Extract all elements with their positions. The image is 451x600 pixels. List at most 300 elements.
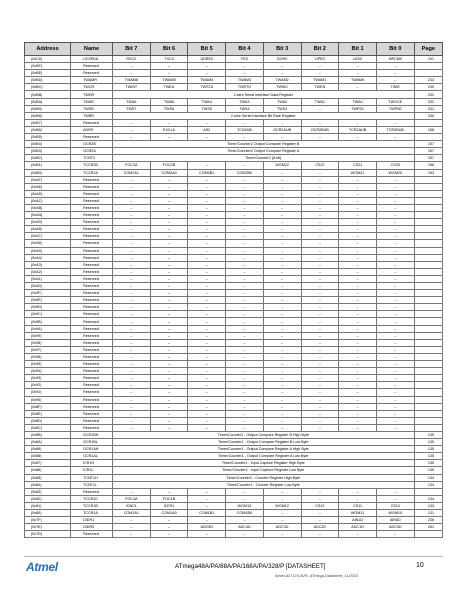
page-ref-cell: 133 bbox=[414, 502, 442, 509]
bit-cell: – bbox=[226, 233, 264, 240]
address-cell: (0x96) bbox=[25, 353, 71, 360]
register-name-cell: Reserved bbox=[71, 531, 113, 538]
bit-cell: – bbox=[226, 219, 264, 226]
bit-cell: CS21 bbox=[339, 162, 377, 169]
bit-cell: – bbox=[112, 268, 150, 275]
register-name-cell: Reserved bbox=[71, 233, 113, 240]
bit-cell: – bbox=[376, 233, 414, 240]
page-ref-cell bbox=[414, 318, 442, 325]
bit-cell: – bbox=[301, 353, 339, 360]
bit-cell: – bbox=[376, 268, 414, 275]
page-ref-cell: 153 bbox=[414, 169, 442, 176]
bit-cell: – bbox=[226, 226, 264, 233]
address-cell: (0x99) bbox=[25, 332, 71, 339]
bit-cell: – bbox=[301, 417, 339, 424]
table-row bbox=[25, 56, 443, 63]
bit-cell: – bbox=[376, 77, 414, 84]
bit-cell: – bbox=[226, 403, 264, 410]
bit-cell: – bbox=[188, 311, 226, 318]
address-cell: (0x7D) bbox=[25, 531, 71, 538]
page-ref-cell bbox=[414, 304, 442, 311]
page-ref-cell: 135 bbox=[414, 431, 442, 438]
bit-cell: – bbox=[376, 197, 414, 204]
table-row bbox=[25, 77, 443, 84]
bit-cell: – bbox=[226, 297, 264, 304]
bit-cell: – bbox=[188, 283, 226, 290]
address-cell: (0xBB) bbox=[25, 91, 71, 98]
bit-cell: TWAM1 bbox=[301, 77, 339, 84]
bit-cell: – bbox=[150, 304, 188, 311]
bit-cell: – bbox=[112, 261, 150, 268]
bit-cell: – bbox=[301, 403, 339, 410]
bit-cell: – bbox=[376, 382, 414, 389]
bit-cell: – bbox=[339, 84, 377, 91]
bit-cell: – bbox=[226, 424, 264, 431]
bit-cell: – bbox=[188, 63, 226, 70]
bit-cell: – bbox=[301, 424, 339, 431]
bit-cell: – bbox=[339, 531, 377, 538]
register-name-cell: Reserved bbox=[71, 247, 113, 254]
table-row bbox=[25, 361, 443, 368]
register-description-cell: Timer/Counter1 - Output Compare Register B Low Byte bbox=[112, 439, 414, 446]
bit-cell: – bbox=[263, 361, 301, 368]
page-ref-cell bbox=[414, 70, 442, 77]
register-name-cell: Reserved bbox=[71, 311, 113, 318]
bit-cell: TWA0 bbox=[339, 98, 377, 105]
bit-cell: – bbox=[150, 403, 188, 410]
page-ref-cell bbox=[414, 176, 442, 183]
page-ref-cell: 233 bbox=[414, 77, 442, 84]
page-ref-cell bbox=[414, 204, 442, 211]
table-row bbox=[25, 240, 443, 247]
bit-cell: ADC4D bbox=[226, 524, 264, 531]
bit-cell: – bbox=[339, 389, 377, 396]
bit-cell: – bbox=[188, 197, 226, 204]
bit-cell: COM1B0 bbox=[226, 510, 264, 517]
bit-cell: – bbox=[112, 410, 150, 417]
bit-cell: – bbox=[112, 226, 150, 233]
bit-cell: – bbox=[150, 517, 188, 524]
bit-cell: – bbox=[188, 531, 226, 538]
bit-cell: – bbox=[150, 204, 188, 211]
bit-cell: – bbox=[339, 275, 377, 282]
address-cell: (0x88) bbox=[25, 453, 71, 460]
bit-cell: – bbox=[226, 254, 264, 261]
bit-cell: – bbox=[188, 318, 226, 325]
bit-cell: – bbox=[339, 417, 377, 424]
table-row bbox=[25, 510, 443, 517]
bit-cell: – bbox=[376, 70, 414, 77]
address-cell: (0xA3) bbox=[25, 261, 71, 268]
address-cell: (0x89) bbox=[25, 446, 71, 453]
bit-cell: – bbox=[150, 254, 188, 261]
bit-cell: – bbox=[376, 247, 414, 254]
address-cell: (0x97) bbox=[25, 346, 71, 353]
table-row bbox=[25, 275, 443, 282]
table-row bbox=[25, 304, 443, 311]
page-ref-cell bbox=[414, 212, 442, 219]
bit-cell: – bbox=[112, 247, 150, 254]
bit-cell: – bbox=[301, 70, 339, 77]
bit-cell: – bbox=[150, 488, 188, 495]
bit-cell: – bbox=[188, 417, 226, 424]
table-row bbox=[25, 155, 443, 162]
bit-cell: – bbox=[150, 417, 188, 424]
page-ref-cell bbox=[414, 346, 442, 353]
page-ref-cell bbox=[414, 332, 442, 339]
bit-cell: – bbox=[150, 190, 188, 197]
address-cell: (0xA9) bbox=[25, 219, 71, 226]
bit-cell: – bbox=[150, 70, 188, 77]
table-row bbox=[25, 481, 443, 488]
bit-cell: WGM10 bbox=[376, 510, 414, 517]
bit-cell: – bbox=[150, 396, 188, 403]
bit-cell: TWAM5 bbox=[150, 77, 188, 84]
table-row bbox=[25, 204, 443, 211]
bit-cell: – bbox=[226, 311, 264, 318]
address-cell: (0xA8) bbox=[25, 226, 71, 233]
bit-cell: FOC2B bbox=[150, 162, 188, 169]
address-cell: (0x7E) bbox=[25, 524, 71, 531]
bit-cell: – bbox=[263, 247, 301, 254]
table-row bbox=[25, 183, 443, 190]
bit-cell: – bbox=[188, 332, 226, 339]
bit-cell: – bbox=[376, 190, 414, 197]
bit-cell: – bbox=[188, 396, 226, 403]
bit-cell: – bbox=[188, 233, 226, 240]
bit-cell: WGM12 bbox=[263, 502, 301, 509]
bit-cell: – bbox=[263, 169, 301, 176]
address-cell: (0xB0) bbox=[25, 169, 71, 176]
bit-cell: – bbox=[112, 368, 150, 375]
bit-cell: TWS7 bbox=[112, 105, 150, 112]
bit-cell: – bbox=[188, 240, 226, 247]
bit-cell: – bbox=[376, 410, 414, 417]
bit-cell: – bbox=[301, 346, 339, 353]
bit-cell: WGM13 bbox=[226, 502, 264, 509]
register-name-cell: OCR1AL bbox=[71, 453, 113, 460]
register-name-cell: Reserved bbox=[71, 361, 113, 368]
table-header-row bbox=[25, 43, 443, 56]
bit-cell: – bbox=[150, 261, 188, 268]
table-row bbox=[25, 431, 443, 438]
table-row bbox=[25, 453, 443, 460]
address-cell: (0x83) bbox=[25, 488, 71, 495]
register-description-cell: 2-wire Serial Interface Data Register bbox=[112, 91, 414, 98]
register-name-cell: Reserved bbox=[71, 290, 113, 297]
table-row bbox=[25, 474, 443, 481]
bit-cell: – bbox=[226, 346, 264, 353]
bit-cell: – bbox=[263, 297, 301, 304]
bit-cell: TWEA bbox=[150, 84, 188, 91]
page-ref-cell bbox=[414, 283, 442, 290]
bit-cell: – bbox=[301, 410, 339, 417]
bit-cell: – bbox=[188, 403, 226, 410]
bit-cell: COM1B1 bbox=[188, 510, 226, 517]
table-row bbox=[25, 283, 443, 290]
bit-cell: – bbox=[226, 268, 264, 275]
bit-cell: – bbox=[188, 495, 226, 502]
table-row bbox=[25, 226, 443, 233]
page-ref-cell: 157 bbox=[414, 141, 442, 148]
register-name-cell: TWCR bbox=[71, 84, 113, 91]
bit-cell: – bbox=[188, 410, 226, 417]
bit-cell: – bbox=[112, 254, 150, 261]
bit-cell: – bbox=[226, 275, 264, 282]
bit-cell: CS10 bbox=[376, 502, 414, 509]
bit-cell: – bbox=[150, 63, 188, 70]
table-row bbox=[25, 375, 443, 382]
bit-cell: – bbox=[263, 368, 301, 375]
bit-cell: – bbox=[339, 410, 377, 417]
bit-cell: – bbox=[301, 219, 339, 226]
bit-cell: TWS5 bbox=[188, 105, 226, 112]
table-row bbox=[25, 488, 443, 495]
register-name-cell: ICR1L bbox=[71, 467, 113, 474]
bit-cell: – bbox=[112, 233, 150, 240]
bit-cell: – bbox=[301, 290, 339, 297]
address-cell: (0x9F) bbox=[25, 290, 71, 297]
bit-cell: – bbox=[188, 346, 226, 353]
bit-cell: – bbox=[226, 375, 264, 382]
bit-cell: TWIE bbox=[376, 84, 414, 91]
bit-cell: – bbox=[226, 190, 264, 197]
bit-cell: – bbox=[112, 332, 150, 339]
bit-cell: – bbox=[150, 297, 188, 304]
bit-cell: – bbox=[339, 290, 377, 297]
register-name-cell: Reserved bbox=[71, 410, 113, 417]
bit-cell: FOC1A bbox=[112, 495, 150, 502]
bit-cell: – bbox=[301, 531, 339, 538]
bit-cell: TWPS1 bbox=[339, 105, 377, 112]
bit-cell: – bbox=[150, 332, 188, 339]
table-row bbox=[25, 70, 443, 77]
bit-cell: – bbox=[301, 190, 339, 197]
register-name-cell: Reserved bbox=[71, 304, 113, 311]
bit-cell: TCR2AUB bbox=[339, 126, 377, 133]
bit-cell: – bbox=[188, 190, 226, 197]
page-ref-cell: 230 bbox=[414, 84, 442, 91]
bit-cell: – bbox=[112, 304, 150, 311]
bit-cell: – bbox=[301, 517, 339, 524]
page-ref-cell bbox=[414, 311, 442, 318]
bit-cell: – bbox=[226, 339, 264, 346]
bit-cell: – bbox=[226, 283, 264, 290]
address-cell: (0x9D) bbox=[25, 304, 71, 311]
bit-cell: – bbox=[301, 197, 339, 204]
table-row bbox=[25, 460, 443, 467]
bit-cell: – bbox=[188, 254, 226, 261]
address-cell: (0xA6) bbox=[25, 240, 71, 247]
bit-cell: – bbox=[301, 134, 339, 141]
page-ref-cell bbox=[414, 382, 442, 389]
bit-cell: ICNC1 bbox=[112, 502, 150, 509]
bit-cell: – bbox=[226, 304, 264, 311]
bit-cell: – bbox=[226, 261, 264, 268]
page-ref-cell bbox=[414, 63, 442, 70]
bit-cell: – bbox=[339, 70, 377, 77]
bit-cell: – bbox=[188, 517, 226, 524]
address-cell: (0x86) bbox=[25, 467, 71, 474]
register-name-cell: TCCR1B bbox=[71, 502, 113, 509]
bit-cell: – bbox=[188, 304, 226, 311]
bit-cell: TWAM4 bbox=[188, 77, 226, 84]
table-row bbox=[25, 119, 443, 126]
page-ref-cell bbox=[414, 488, 442, 495]
bit-cell: UDRE0 bbox=[188, 56, 226, 63]
bit-cell: – bbox=[112, 524, 150, 531]
table-row bbox=[25, 247, 443, 254]
table-row bbox=[25, 105, 443, 112]
header-cell: Name bbox=[71, 43, 113, 56]
register-name-cell: Reserved bbox=[71, 176, 113, 183]
bit-cell: TCR2BUB bbox=[376, 126, 414, 133]
bit-cell: – bbox=[112, 361, 150, 368]
register-name-cell: Reserved bbox=[71, 190, 113, 197]
page-ref-cell: 135 bbox=[414, 467, 442, 474]
page-ref-cell: 230 bbox=[414, 112, 442, 119]
bit-cell: – bbox=[339, 240, 377, 247]
bit-cell: – bbox=[226, 531, 264, 538]
table-row bbox=[25, 112, 443, 119]
bit-cell: – bbox=[339, 361, 377, 368]
bit-cell: – bbox=[112, 517, 150, 524]
bit-cell: TWA2 bbox=[263, 98, 301, 105]
register-name-cell: Reserved bbox=[71, 254, 113, 261]
bit-cell: WGM22 bbox=[263, 162, 301, 169]
address-cell: (0x84) bbox=[25, 481, 71, 488]
register-description-cell: Timer/Counter1 - Input Capture Register High Byte bbox=[112, 460, 414, 467]
register-name-cell: Reserved bbox=[71, 275, 113, 282]
table-row bbox=[25, 268, 443, 275]
address-cell: (0xB2) bbox=[25, 155, 71, 162]
bit-cell: – bbox=[112, 339, 150, 346]
bit-cell: TWAM3 bbox=[226, 77, 264, 84]
bit-cell: – bbox=[376, 318, 414, 325]
bit-cell: – bbox=[339, 190, 377, 197]
bit-cell: – bbox=[301, 361, 339, 368]
bit-cell: EXCLK bbox=[150, 126, 188, 133]
table-row bbox=[25, 368, 443, 375]
bit-cell: – bbox=[301, 204, 339, 211]
bit-cell: – bbox=[301, 226, 339, 233]
bit-cell: – bbox=[263, 119, 301, 126]
address-cell: (0x9A) bbox=[25, 325, 71, 332]
header-cell: Address bbox=[25, 43, 71, 56]
bit-cell: ADC3D bbox=[263, 524, 301, 531]
bit-cell: – bbox=[226, 70, 264, 77]
table-row bbox=[25, 467, 443, 474]
address-cell: (0x8F) bbox=[25, 403, 71, 410]
page-ref-cell: 134 bbox=[414, 481, 442, 488]
header-cell: Bit 2 bbox=[301, 43, 339, 56]
bit-cell: ADC2D bbox=[301, 524, 339, 531]
page-ref-cell bbox=[414, 134, 442, 141]
bit-cell: CS12 bbox=[301, 502, 339, 509]
bit-cell: – bbox=[188, 290, 226, 297]
bit-cell: – bbox=[150, 197, 188, 204]
register-name-cell: Reserved bbox=[71, 396, 113, 403]
table-row bbox=[25, 162, 443, 169]
bit-cell: – bbox=[339, 346, 377, 353]
address-cell: (0xAD) bbox=[25, 190, 71, 197]
table-row bbox=[25, 148, 443, 155]
table-row bbox=[25, 63, 443, 70]
bit-cell: – bbox=[339, 332, 377, 339]
bit-cell: – bbox=[339, 368, 377, 375]
bit-cell: – bbox=[263, 134, 301, 141]
table-row bbox=[25, 141, 443, 148]
bit-cell: FOC2A bbox=[112, 162, 150, 169]
bit-cell: – bbox=[263, 183, 301, 190]
register-description-cell: Timer/Counter2 (8-bit) bbox=[112, 155, 414, 162]
bit-cell: – bbox=[188, 297, 226, 304]
bit-cell: – bbox=[301, 176, 339, 183]
bit-cell: – bbox=[188, 325, 226, 332]
register-name-cell: Reserved bbox=[71, 424, 113, 431]
page-ref-cell bbox=[414, 226, 442, 233]
bit-cell: – bbox=[376, 368, 414, 375]
bit-cell: – bbox=[376, 332, 414, 339]
bit-cell: – bbox=[150, 524, 188, 531]
bit-cell: – bbox=[301, 233, 339, 240]
address-cell: (0xB7) bbox=[25, 119, 71, 126]
bit-cell: – bbox=[301, 488, 339, 495]
bit-cell: – bbox=[376, 275, 414, 282]
table-row bbox=[25, 332, 443, 339]
register-name-cell: Reserved bbox=[71, 488, 113, 495]
register-name-cell: DIDR0 bbox=[71, 524, 113, 531]
page-ref-cell: 251 bbox=[414, 524, 442, 531]
bit-cell: – bbox=[150, 424, 188, 431]
address-cell: (0x80) bbox=[25, 510, 71, 517]
page-ref-cell: 157 bbox=[414, 148, 442, 155]
register-name-cell: Reserved bbox=[71, 368, 113, 375]
address-cell: (0x8C) bbox=[25, 424, 71, 431]
bit-cell: – bbox=[226, 353, 264, 360]
table-row bbox=[25, 339, 443, 346]
register-name-cell: OCR1AH bbox=[71, 446, 113, 453]
page-ref-cell bbox=[414, 417, 442, 424]
bit-cell: – bbox=[263, 488, 301, 495]
bit-cell: – bbox=[263, 63, 301, 70]
bit-cell: – bbox=[188, 382, 226, 389]
bit-cell: – bbox=[339, 353, 377, 360]
register-name-cell: OCR1BL bbox=[71, 439, 113, 446]
bit-cell: – bbox=[263, 226, 301, 233]
address-cell: (0xA1) bbox=[25, 275, 71, 282]
page-ref-cell bbox=[414, 368, 442, 375]
bit-cell: – bbox=[112, 531, 150, 538]
address-cell: (0xBD) bbox=[25, 77, 71, 84]
table-row bbox=[25, 84, 443, 91]
address-cell: (0xA0) bbox=[25, 283, 71, 290]
address-cell: (0xBE) bbox=[25, 70, 71, 77]
bit-cell: – bbox=[112, 212, 150, 219]
bit-cell: – bbox=[188, 361, 226, 368]
address-cell: (0xB5) bbox=[25, 134, 71, 141]
bit-cell: – bbox=[339, 204, 377, 211]
address-cell: (0xC0) bbox=[25, 56, 71, 63]
register-name-cell: TCCR1C bbox=[71, 495, 113, 502]
page-ref-cell bbox=[414, 325, 442, 332]
bit-cell: – bbox=[188, 268, 226, 275]
bit-cell: – bbox=[226, 183, 264, 190]
bit-cell: – bbox=[188, 226, 226, 233]
bit-cell: – bbox=[112, 183, 150, 190]
table-row bbox=[25, 126, 443, 133]
bit-cell: MPCM0 bbox=[376, 56, 414, 63]
